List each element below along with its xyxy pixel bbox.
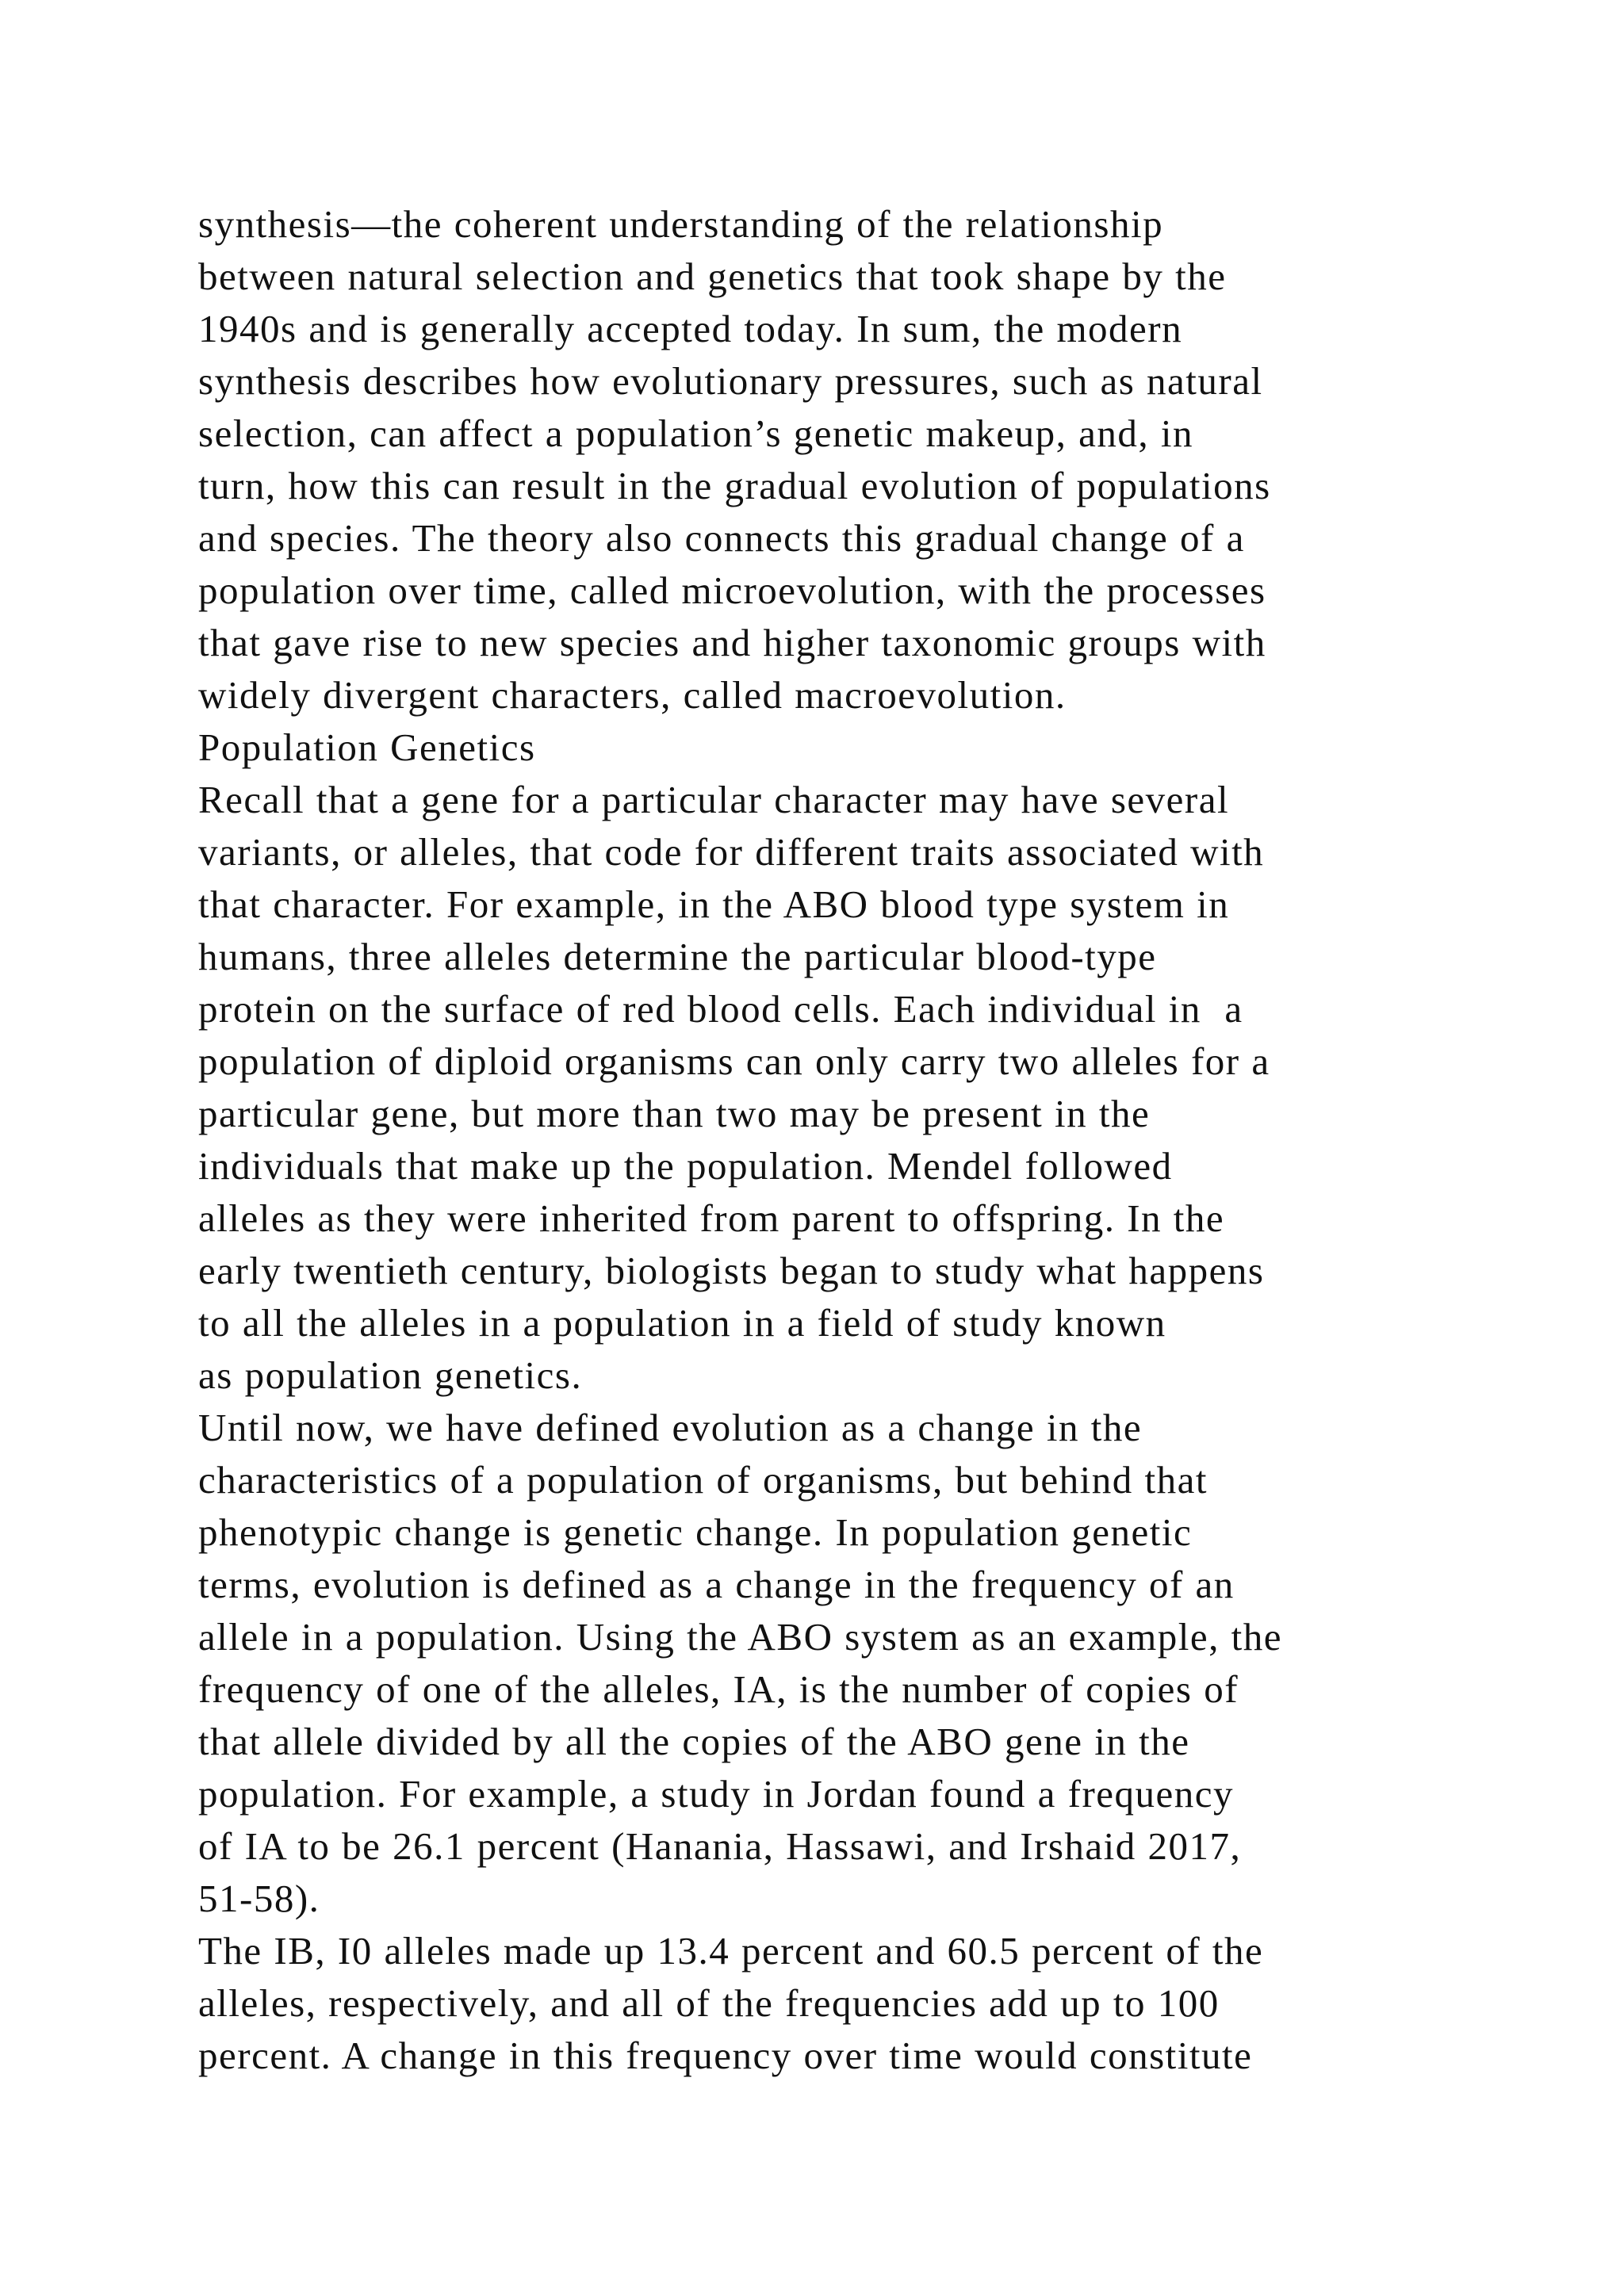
text-line: individuals that make up the population. Mendel followed — [198, 1144, 1173, 1188]
text-line: phenotypic change is genetic change. In population genetic — [198, 1510, 1193, 1554]
text-line: population of diploid organisms can only carry two alleles for a — [198, 1039, 1270, 1083]
text-line: frequency of one of the alleles, IA, is the number of copies of — [198, 1667, 1239, 1711]
text-line: terms, evolution is defined as a change in the frequency of an — [198, 1563, 1235, 1606]
text-line: turn, how this can result in the gradual evolution of populations — [198, 464, 1271, 507]
text-line: characteristics of a population of organisms, but behind that — [198, 1458, 1208, 1502]
text-line: protein on the surface of red blood cells. Each individual in a — [198, 987, 1243, 1031]
text-line: The IB, I0 alleles made up 13.4 percent and 60.5 percent of the — [198, 1929, 1264, 1973]
text-line: synthesis describes how evolutionary pressures, such as natural — [198, 359, 1263, 403]
text-line: alleles as they were inherited from parent to offspring. In the — [198, 1196, 1225, 1240]
text-line: Until now, we have defined evolution as a change in the — [198, 1406, 1143, 1449]
text-line: between natural selection and genetics that took shape by the — [198, 254, 1227, 298]
text-line: to all the alleles in a population in a field of study known — [198, 1301, 1166, 1345]
text-line: Population Genetics — [198, 725, 536, 769]
text-line: and species. The theory also connects this gradual change of a — [198, 516, 1245, 560]
text-line: allele in a population. Using the ABO system as an example, the — [198, 1615, 1282, 1659]
text-line: early twentieth century, biologists began to study what happens — [198, 1249, 1265, 1292]
text-line: of IA to be 26.1 percent (Hanania, Hassawi, and Irshaid 2017, — [198, 1824, 1242, 1868]
text-line: selection, can affect a population’s genetic makeup, and, in — [198, 411, 1193, 455]
text-line: that gave rise to new species and higher taxonomic groups with — [198, 621, 1266, 664]
text-line: Recall that a gene for a particular character may have several — [198, 778, 1230, 821]
text-line: synthesis—the coherent understanding of the relationship — [198, 202, 1164, 246]
text-line: 51-58). — [198, 1877, 320, 1920]
text-line: 1940s and is generally accepted today. In sum, the modern — [198, 307, 1183, 350]
text-line: humans, three alleles determine the particular blood-type — [198, 935, 1157, 978]
text-line: as population genetics. — [198, 1353, 583, 1397]
text-line: widely divergent characters, called macroevolution. — [198, 673, 1067, 717]
text-line: that allele divided by all the copies of the ABO gene in the — [198, 1720, 1190, 1763]
text-line: variants, or alleles, that code for different traits associated with — [198, 830, 1265, 874]
text-line: alleles, respectively, and all of the frequencies add up to 100 — [198, 1981, 1220, 2025]
text-line: population over time, called microevolution, with the processes — [198, 568, 1266, 612]
body-text — [198, 198, 1435, 2082]
text-line: that character. For example, in the ABO blood type system in — [198, 882, 1230, 926]
text-line: particular gene, but more than two may be present in the — [198, 1092, 1151, 1135]
text-line: percent. A change in this frequency over time would constitute — [198, 2034, 1253, 2077]
text-line: population. For example, a study in Jordan found a frequency — [198, 1772, 1235, 1816]
